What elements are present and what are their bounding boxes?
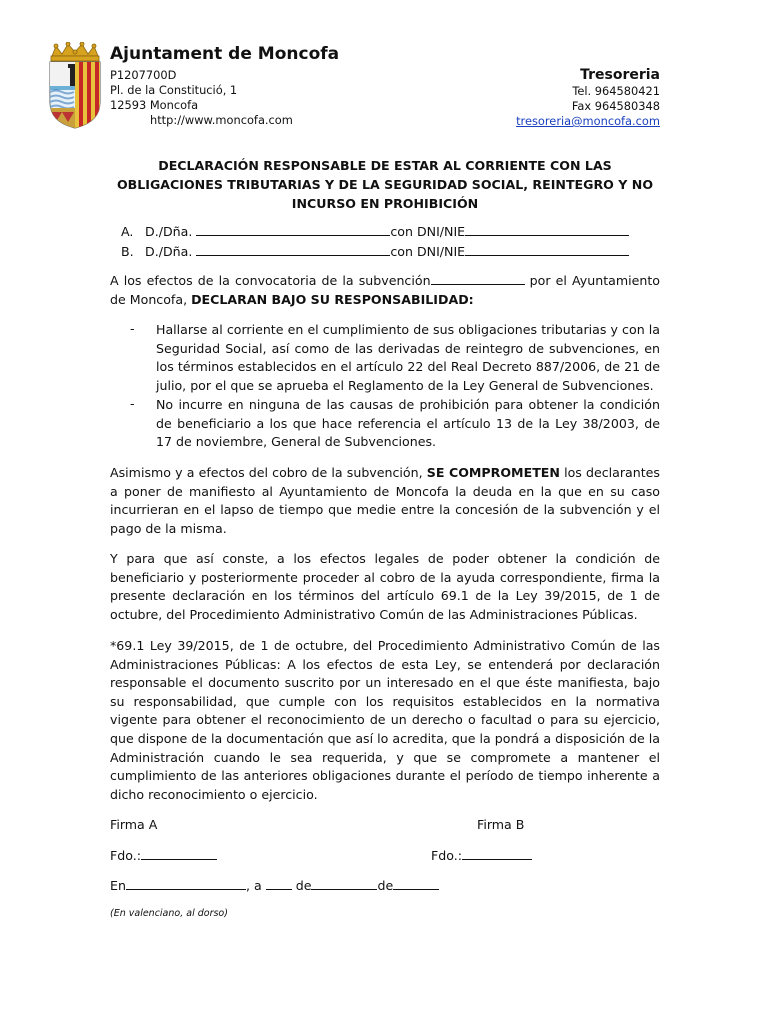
coat-of-arms-logo xyxy=(46,42,104,130)
declarant-row-a xyxy=(110,224,660,239)
department-fax: Fax 964580348 xyxy=(571,99,660,113)
subsidy-name-field[interactable] xyxy=(431,273,525,285)
closing-paragraph: Y para que así conste, a los efectos legales de poder obtener la condición de beneficiario y posteriormente proceder al cobro de la ayuda correspondiente, firma la presente declaración en los términos del artículo 69.1 de la Ley 39/2015, de 1 de octubre, del Procedimiento Administrativo Común de las Administraciones Públicas. xyxy=(110,551,660,622)
declarant-letter: B. xyxy=(121,244,134,259)
commit-text-1: Asimismo y a efectos del cobro de la subvención, xyxy=(110,465,427,480)
signature-a-row xyxy=(110,848,217,863)
department-name: Tresoreria xyxy=(580,67,660,83)
intro-paragraph xyxy=(110,272,660,309)
bullet-dash: - xyxy=(130,396,135,411)
org-postal: 12593 Moncofa xyxy=(110,98,199,112)
commit-text-2: los declarantes a poner de manifiesto al Ayuntamiento de Moncofa la deuda en la que en su caso incurrieran en el lapso de tiempo que medie entre la concesión de la subvención y el pago de la misma. xyxy=(110,465,660,536)
signature-b-label: Firma B xyxy=(477,817,525,832)
bullet-dash: - xyxy=(130,321,135,336)
document-title: DECLARACIÓN RESPONSABLE DE ESTAR AL CORRIENTE CON LAS OBLIGACIONES TRIBUTARIAS Y DE LA SEGURIDAD SOCIAL, REINTEGRO Y NO INCURSO EN PROHIBICIÓN xyxy=(116,158,654,211)
dni-field[interactable] xyxy=(465,224,629,236)
dni-label: con DNI/NIE xyxy=(390,244,466,259)
intro-bold: DECLARAN BAJO SU RESPONSABILIDAD: xyxy=(191,291,474,307)
place-field[interactable] xyxy=(126,878,246,890)
department-block xyxy=(516,66,660,129)
declarant-name-field[interactable] xyxy=(196,224,390,236)
bullet-item-1: Hallarse al corriente en el cumplimiento de sus obligaciones tributarias y con la Seguridad Social, así como de las derivadas de reintegro de subvenciones, en los términos establecidos en el artículo 22 del Real Decreto 887/2006, de 21 de julio, por el que se aprueba el Reglamento de la Ley General de Subvenciones. xyxy=(156,322,660,393)
department-tel: Tel. 964580421 xyxy=(572,84,660,98)
fdo-a-label: Fdo.: xyxy=(110,848,141,863)
org-address: Pl. de la Constitució, 1 xyxy=(110,83,238,97)
dni-field[interactable] xyxy=(465,244,629,256)
bullet-item-2: No incurre en ninguna de las causas de prohibición para obtener la condición de beneficiario a los que hace referencia el artículo 13 de la Ley 38/2003, de 17 de noviembre, General de Subvenciones. xyxy=(156,397,660,450)
declarant-label: D./Dña. xyxy=(145,244,193,259)
place-date-row xyxy=(110,878,439,893)
commit-bold: SE COMPROMETEN xyxy=(426,465,560,480)
org-nif: P1207700D xyxy=(110,68,177,82)
date-a-label: , a xyxy=(245,878,262,893)
fdo-b-label: Fdo.: xyxy=(431,848,462,863)
month-field[interactable] xyxy=(311,878,377,890)
declarant-name-field[interactable] xyxy=(196,244,390,256)
signature-b-field[interactable] xyxy=(462,848,532,860)
intro-text-2: por el Ayuntamiento de Moncofa, xyxy=(110,273,660,307)
org-address-block xyxy=(110,68,293,128)
department-email-link[interactable]: tresoreria@moncofa.com xyxy=(516,114,660,128)
day-field[interactable] xyxy=(266,878,292,890)
signature-a-label: Firma A xyxy=(110,817,158,832)
declarant-letter: A. xyxy=(121,224,134,239)
signature-a-field[interactable] xyxy=(141,848,217,860)
intro-text-1: A los efectos de la convocatoria de la subvención xyxy=(110,273,431,288)
declarant-label: D./Dña. xyxy=(145,224,193,239)
legal-footnote: *69.1 Ley 39/2015, de 1 de octubre, del Procedimiento Administrativo Común de las Administraciones Públicas: A los efectos de esta Ley, se entenderá por declaración responsable el documento suscrito por un interesado en el que éste manifiesta, bajo su responsabilidad, que cumple con los requisitos establecidos en la normativa vigente para obtener el reconocimiento de un derecho o facultad o para su ejercicio, que dispone de la documentación que así lo acredita, que la pondrá a disposición de la Administración cuando le sea requerida, y que se compromete a mantener el cumplimiento de las anteriores obligaciones durante el período de tiempo inherente a dicho reconocimiento o ejercicio. xyxy=(110,638,660,802)
place-label: En xyxy=(110,878,126,893)
commitment-paragraph xyxy=(110,464,660,538)
date-de-label: de xyxy=(295,878,312,893)
declarant-row-b xyxy=(110,244,660,259)
translation-note: (En valenciano, al dorso) xyxy=(110,908,228,919)
dni-label: con DNI/NIE xyxy=(390,224,466,239)
date-de-label: de xyxy=(377,878,394,893)
signature-b-row xyxy=(431,848,532,863)
org-website[interactable]: http://www.moncofa.com xyxy=(150,113,293,127)
org-name: Ajuntament de Moncofa xyxy=(110,44,340,64)
year-field[interactable] xyxy=(393,878,439,890)
